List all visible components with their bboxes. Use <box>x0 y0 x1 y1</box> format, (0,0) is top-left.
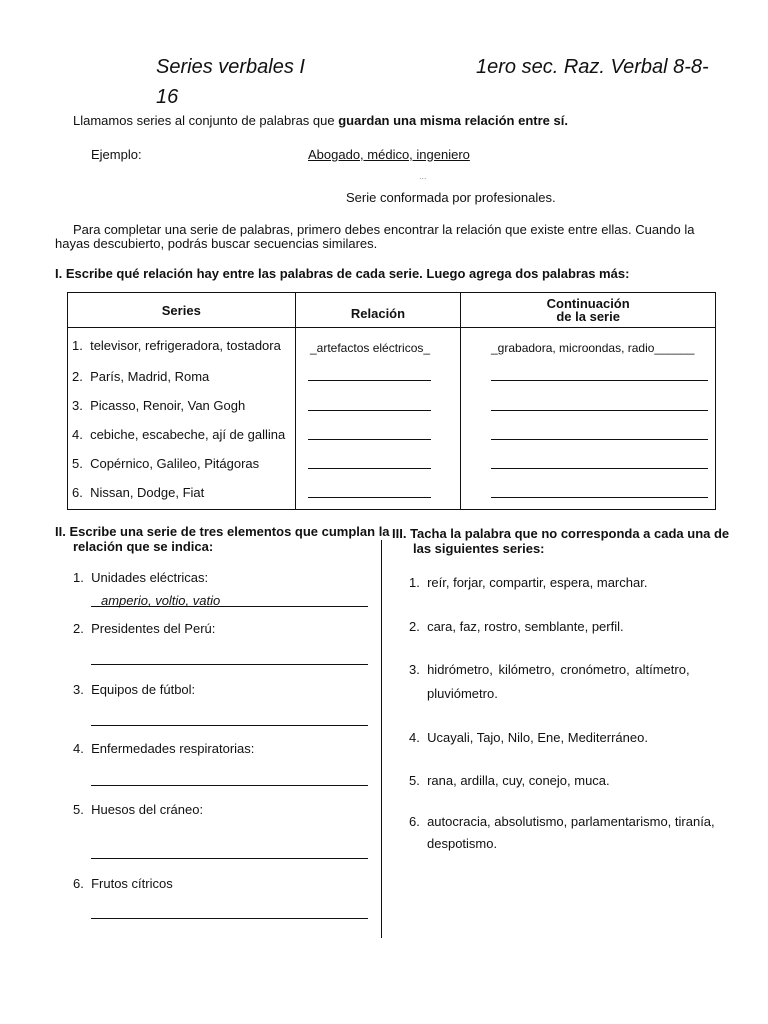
relation-answer-line-6[interactable] <box>308 497 431 498</box>
series-row-2: 2. París, Madrid, Roma <box>72 369 210 384</box>
section-2-answer-line-3[interactable] <box>91 725 368 726</box>
relation-answer-line-3[interactable] <box>308 410 431 411</box>
series-column <box>68 328 296 510</box>
section-2-heading-cont: relación que se indica: <box>73 539 214 554</box>
relation-answer-1[interactable]: _artefactos eléctricos_ <box>310 341 431 355</box>
series-row-6: 6. Nissan, Dodge, Fiat <box>72 485 205 500</box>
relation-answer-line-4[interactable] <box>308 439 431 440</box>
col-series-header: Series <box>68 293 296 328</box>
example-label: Ejemplo: <box>91 147 142 162</box>
series-row-3: 3. Picasso, Renoir, Van Gogh <box>72 398 246 413</box>
continuation-answer-line-4[interactable] <box>491 439 708 440</box>
section-3-item-2[interactable]: 2. cara, faz, rostro, semblante, perfil. <box>409 619 624 634</box>
intro-paragraph <box>73 113 568 128</box>
section-3-item-6[interactable]: 6. autocracia, absolutismo, parlamentarismo, tiranía, <box>409 814 715 829</box>
section-2-item-2: 2. Presidentes del Perú: <box>73 621 216 636</box>
course-label-continued: 16 <box>156 86 179 108</box>
section-3-heading-cont: las siguientes series: <box>413 541 545 556</box>
section-2-answer-line-6[interactable] <box>91 918 368 919</box>
worksheet-title: Series verbales I <box>156 56 305 78</box>
table-header-row <box>68 293 716 328</box>
instructions-line-1: Para completar una serie de palabras, primero debes encontrar la relación que existe entre ellas. Cuando la <box>73 222 695 237</box>
section-3-item-3-cont[interactable]: pluviómetro. <box>427 686 498 701</box>
section-2-heading: II. Escribe una serie de tres elementos que cumplan la <box>55 524 390 539</box>
relation-answer-line-5[interactable] <box>308 468 431 469</box>
series-row-4: 4. cebiche, escabeche, ají de gallina <box>72 427 286 442</box>
series-row-1: 1. televisor, refrigeradora, tostadora <box>72 338 281 353</box>
col-continuation-header: Continuación de la serie <box>461 293 716 328</box>
section-3-item-5[interactable]: 5. rana, ardilla, cuy, conejo, muca. <box>409 773 610 788</box>
section-1-heading: I. Escribe qué relación hay entre las palabras de cada serie. Luego agrega dos palabras más: <box>55 266 630 281</box>
continuation-answer-1[interactable]: _grabadora, microondas, radio______ <box>491 341 695 355</box>
column-divider <box>381 540 382 938</box>
section-3-heading: III. Tacha la palabra que no corresponda a cada una de <box>392 526 730 541</box>
section-3-item-4[interactable]: 4. Ucayali, Tajo, Nilo, Ene, Mediterráneo. <box>409 730 648 745</box>
example-dots: ... <box>419 171 427 181</box>
section-2-answer-line-2[interactable] <box>91 664 368 665</box>
continuation-answer-line-5[interactable] <box>491 468 708 469</box>
continuation-answer-line-2[interactable] <box>491 380 708 381</box>
section-2-answer-line-5[interactable] <box>91 858 368 859</box>
example-words: Abogado, médico, ingeniero <box>308 147 470 162</box>
section-2-item-6: 6. Frutos cítricos <box>73 876 173 891</box>
section-3-item-1[interactable]: 1. reír, forjar, compartir, espera, marchar. <box>409 575 648 590</box>
col-relation-header: Relación <box>295 293 461 328</box>
continuation-answer-line-6[interactable] <box>491 497 708 498</box>
course-label: 1ero sec. Raz. Verbal 8-8- <box>476 56 709 78</box>
section-2-answer-line-4[interactable] <box>91 785 368 786</box>
continuation-answer-line-3[interactable] <box>491 410 708 411</box>
relation-answer-line-2[interactable] <box>308 380 431 381</box>
section-2-item-5: 5. Huesos del cráneo: <box>73 802 204 817</box>
intro-text: Llamamos series al conjunto de palabras que <box>73 113 339 128</box>
section-2-item-4: 4. Enfermedades respiratorias: <box>73 741 255 756</box>
series-row-5: 5. Copérnico, Galileo, Pitágoras <box>72 456 260 471</box>
instructions-line-2: hayas descubierto, podrás buscar secuencias similares. <box>55 236 378 251</box>
example-caption: Serie conformada por profesionales. <box>346 190 556 205</box>
section-2-item-1: 1. Unidades eléctricas: <box>73 570 209 585</box>
section-2-answer-line-1[interactable] <box>91 606 368 607</box>
section-2-answer-1[interactable]: amperio, voltio, vatio <box>101 593 221 608</box>
intro-bold-text: guardan una misma relación entre sí. <box>338 113 568 128</box>
section-3-item-3[interactable]: 3. hidrómetro, kilómetro, cronómetro, altímetro, <box>409 662 690 677</box>
section-2-item-3: 3. Equipos de fútbol: <box>73 682 196 697</box>
section-3-item-6-cont[interactable]: despotismo. <box>427 836 498 851</box>
